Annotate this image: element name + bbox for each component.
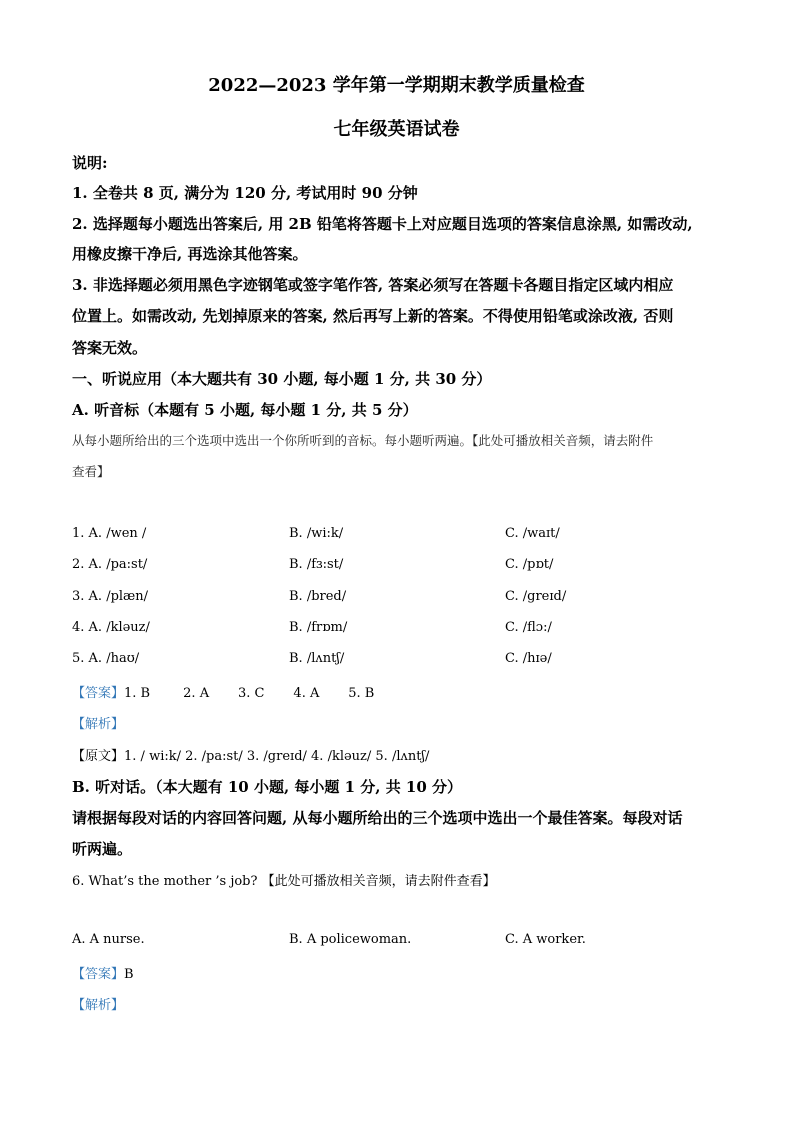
instruction-line-2a: 2. 选择题每小题选出答案后, 用 2B 铅笔将答题卡上对应题目选项的答案信息涂黑, 如需改动, (72, 215, 693, 233)
part-a-answer (72, 682, 374, 701)
section-1-heading: 一、听说应用（本大题共有 30 小题, 每小题 1 分, 共 30 分） (72, 370, 492, 388)
instruction-line-3b: 位置上。如需改动, 先划掉原来的答案, 然后再写上新的答案。不得使用铅笔或涂改液, 否则 (72, 307, 674, 325)
question-4-option-c: C. /flɔ:/ (505, 620, 552, 635)
part-a-analysis-label: 【解析】 (72, 717, 125, 732)
part-a-description-2: 查看】 (72, 464, 110, 479)
original-label: 【原文】 (72, 749, 125, 764)
part-a-description-1: 从每小题所给出的三个选项中选出一个你所听到的音标。每小题听两遍。【此处可播放相关音频，请去附件 (72, 433, 654, 448)
part-a-original (72, 745, 429, 764)
instruction-line-1: 1. 全卷共 8 页, 满分为 120 分, 考试用时 90 分钟 (72, 184, 418, 202)
question-3-option-b: B. /bred/ (289, 589, 347, 604)
instruction-line-2b: 用橡皮擦干净后, 再选涂其他答案。 (72, 245, 308, 263)
question-2-option-b: B. /fɜ:st/ (289, 557, 344, 572)
question-6-prompt: 6. What’s the mother ’s job? 【此处可播放相关音频，请去附件查看】 (72, 874, 496, 889)
instruction-line-3a: 3. 非选择题必须用黑色字迹钢笔或签字笔作答, 答案必须写在答题卡各题目指定区域内相应 (72, 276, 674, 294)
question-5-option-a: 5. A. /haʊ/ (72, 651, 140, 666)
instructions-heading: 说明: (72, 154, 108, 172)
part-b-description-1: 请根据每段对话的内容回答问题, 从每小题所给出的三个选项中选出一个最佳答案。每段对话 (72, 809, 683, 827)
question-3-option-a: 3. A. /plæn/ (72, 589, 149, 604)
question-1-option-a: 1. A. /wen / (72, 526, 147, 541)
instruction-line-3c: 答案无效。 (72, 339, 148, 357)
question-3-option-c: C. /greɪd/ (505, 589, 567, 604)
question-6-option-c: C. A worker. (505, 932, 586, 947)
question-6-option-b: B. A policewoman. (289, 932, 412, 947)
original-value: 1. / wi:k/ 2. /pa:st/ 3. /greɪd/ 4. /kləuz/ 5. /lʌntʃ/ (124, 749, 430, 764)
part-b-description-2: 听两遍。 (72, 840, 133, 858)
answer-value: B (124, 967, 134, 982)
question-2-option-a: 2. A. /pa:st/ (72, 557, 148, 572)
part-b-analysis-label: 【解析】 (72, 998, 125, 1013)
part-b-answer (72, 963, 134, 982)
question-5-option-b: B. /lʌntʃ/ (289, 651, 345, 666)
question-4-option-b: B. /frɒm/ (289, 620, 348, 635)
page-title: 2022—2023 学年第一学期期末教学质量检查 (208, 75, 585, 96)
part-b-heading: B. 听对话。（本大题有 10 小题, 每小题 1 分, 共 10 分） (72, 778, 463, 796)
question-5-option-c: C. /hɪə/ (505, 651, 552, 666)
question-2-option-c: C. /pɒt/ (505, 557, 554, 572)
question-1-option-c: C. /waɪt/ (505, 526, 560, 541)
question-6-option-a: A. A nurse. (72, 932, 145, 947)
answer-label: 【答案】 (72, 967, 125, 982)
page-subtitle: 七年级英语试卷 (333, 119, 460, 140)
part-a-heading: A. 听音标（本题有 5 小题, 每小题 1 分, 共 5 分） (72, 401, 418, 419)
answer-label: 【答案】 (72, 686, 125, 701)
question-4-option-a: 4. A. /kləuz/ (72, 620, 150, 635)
answer-value: 1. B 2. A 3. C 4. A 5. B (124, 686, 375, 701)
question-1-option-b: B. /wi:k/ (289, 526, 344, 541)
